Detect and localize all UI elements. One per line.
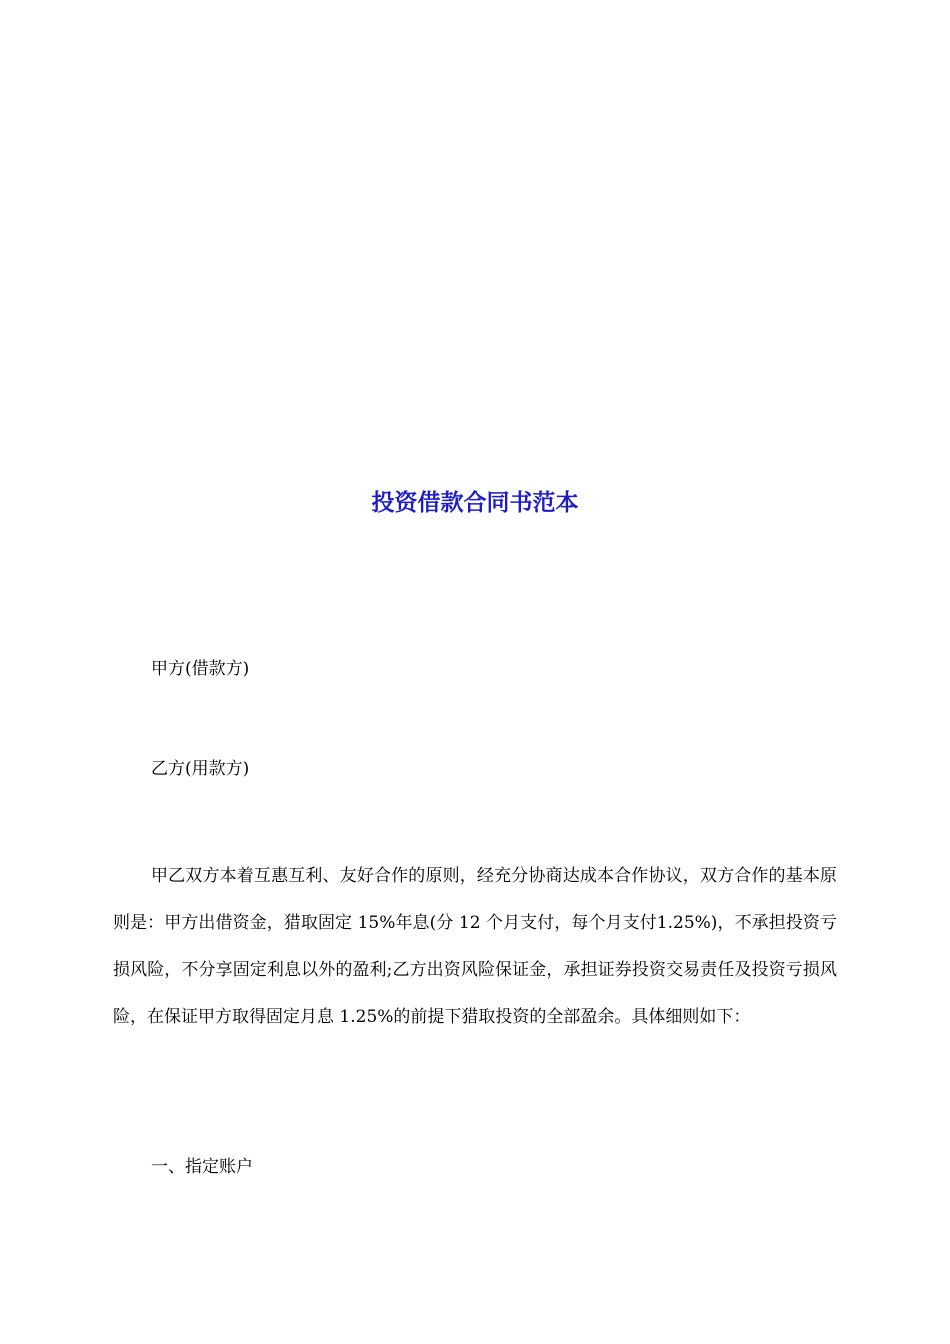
section-heading-designated-account: 一、指定账户 [151, 1157, 253, 1177]
intro-paragraph: 甲乙双方本着互惠互利、友好合作的原则，经充分协商达成本合作协议，双方合作的基本原则是：甲方出借资金，猎取固定 15%年息(分 12 个月支付，每个月支付1.25%)，不承担投资亏损风险，不分享固定利息以外的盈利;乙方出资风险保证金，承担证券投资交易责任及投资亏损风险，在保证甲方取得固定月息 1.25%的前提下猎取投资的全部盈余。具体细则如下： [113, 866, 837, 1027]
party-b-line: 乙方(用款方) [151, 759, 250, 779]
party-a-line: 甲方(借款方) [151, 659, 250, 679]
document-title: 投资借款合同书范本 [371, 490, 579, 516]
